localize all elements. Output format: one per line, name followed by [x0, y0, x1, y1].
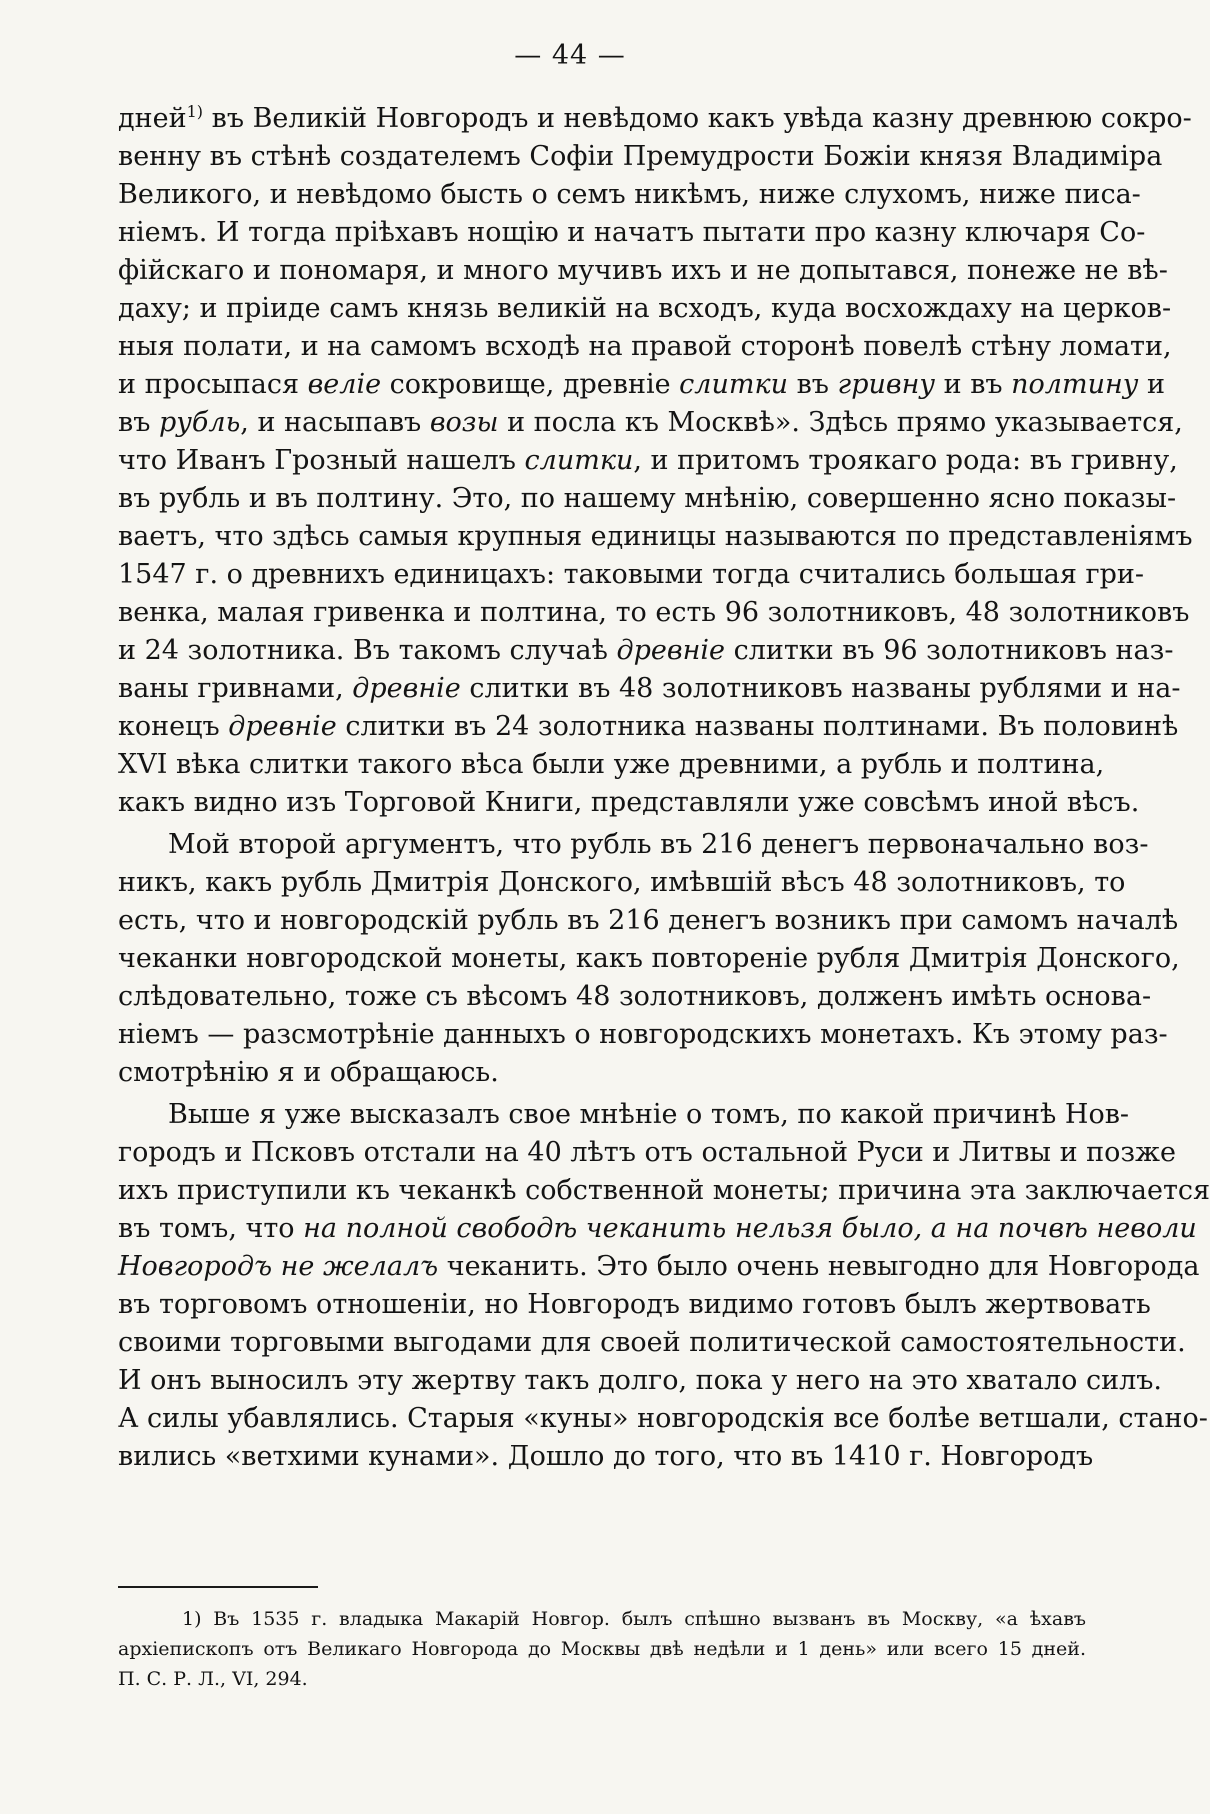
text-line: что Иванъ Грозный нашелъ слитки, и притомъ троякаго рода: въ гривну,: [118, 445, 1178, 476]
footnote-line: 1) Въ 1535 г. владыка Макарій Новгор. былъ спѣшно вызванъ въ Москву, «а ѣхавъ: [182, 1608, 1086, 1630]
text-line: въ рубль и въ полтину. Это, по нашему мнѣнію, совершенно ясно показы-: [118, 483, 1177, 514]
text-line: А силы убавлялись. Старыя «куны» новгородскія все болѣе ветшали, стано-: [118, 1403, 1208, 1434]
emphasis: веліе: [307, 369, 382, 400]
text-line: въ томъ, что на полной свободѣ чеканить нельзя было, а на почвѣ неволи: [118, 1213, 1197, 1244]
footnote-divider: [118, 1586, 318, 1588]
paragraph: [118, 100, 1193, 822]
text-line: есть, что и новгородскій рубль въ 216 денегъ возникъ при самомъ началѣ: [118, 905, 1179, 936]
text-line: своими торговыми выгодами для своей политической самостоятельности.: [118, 1327, 1186, 1358]
emphasis: слитки: [679, 369, 788, 400]
text-line: Мой второй аргументъ, что рубль въ 216 денегъ первоначально воз-: [168, 829, 1149, 860]
text-line: Новгородъ не желалъ чеканить. Это было очень невыгодно для Новгорода: [118, 1251, 1200, 1282]
footnote-line: П. С. Р. Л., VI, 294.: [118, 1668, 308, 1690]
text-line: ніемъ. И тогда пріѣхавъ нощію и начатъ пытати про казну ключаря Со-: [118, 217, 1146, 248]
text-line: XVI вѣка слитки такого вѣса были уже древними, а рубль и полтина,: [118, 749, 1105, 780]
emphasis: древніе: [228, 711, 337, 742]
emphasis: рубль: [158, 407, 241, 438]
text-line: ныя полати, и на самомъ всходѣ на правой сторонѣ повелѣ стѣну ломати,: [118, 331, 1172, 362]
text-line: фійскаго и пономаря, и много мучивъ ихъ и не допытався, понеже не вѣ-: [118, 255, 1168, 286]
text-line: венка, малая гривенка и полтина, то есть 96 золотниковъ, 48 золотниковъ: [118, 597, 1190, 628]
text-line: чеканки новгородской монеты, какъ повтореніе рубля Дмитрія Донского,: [118, 943, 1180, 974]
text-line: никъ, какъ рубль Дмитрія Донского, имѣвшій вѣсъ 48 золотниковъ, то: [118, 867, 1126, 898]
text-line: 1547 г. о древнихъ единицахъ: таковыми тогда считались большая гри-: [118, 559, 1144, 590]
text-line: ваны гривнами, древніе слитки въ 48 золотниковъ названы рублями и на-: [118, 673, 1181, 704]
emphasis: полтину: [1011, 369, 1139, 400]
text-line: Великого, и невѣдомо бысть о семъ никѣмъ, ниже слухомъ, ниже писа-: [118, 179, 1141, 210]
text-line: ихъ приступили къ чеканкѣ собственной монеты; причина эта заключается: [118, 1175, 1210, 1206]
paragraph: [118, 1096, 1210, 1476]
text-line: ваетъ, что здѣсь самыя крупныя единицы называются по представленіямъ: [118, 521, 1193, 552]
emphasis: слитки: [524, 445, 634, 476]
text-line: венну въ стѣнѣ создателемъ Софіи Премудрости Божіи князя Владиміра: [118, 141, 1163, 172]
footnote-line: архіепископъ отъ Великаго Новгорода до Москвы двѣ недѣли и 1 день» или всего 15 дней.: [118, 1638, 1086, 1660]
text-line: городъ и Псковъ отстали на 40 лѣтъ отъ остальной Руси и Литвы и позже: [118, 1137, 1176, 1168]
emphasis: древніе: [352, 673, 461, 704]
emphasis: древніе: [616, 635, 725, 666]
text-line: дней$^{1)}$ въ Великій Новгородъ и невѣдомо какъ увѣда казну древнюю сокро-: [118, 102, 1192, 134]
text-line: и просыпася веліе сокровище, древніе слитки въ гривну и въ полтину и: [118, 369, 1166, 400]
text-line: Выше я уже высказалъ свое мнѣніе о томъ, по какой причинѣ Нов-: [168, 1099, 1130, 1130]
text-line: какъ видно изъ Торговой Книги, представляли уже совсѣмъ иной вѣсъ.: [118, 787, 1140, 818]
text-line: ніемъ — разсмотрѣніе данныхъ о новгородскихъ монетахъ. Къ этому раз-: [118, 1019, 1168, 1050]
text-line: слѣдовательно, тоже съ вѣсомъ 48 золотниковъ, долженъ имѣть основа-: [118, 981, 1152, 1012]
text-line: вились «ветхими кунами». Дошло до того, что въ 1410 г. Новгородъ: [118, 1441, 1094, 1472]
text-line: и 24 золотника. Въ такомъ случаѣ древніе слитки въ 96 золотниковъ наз-: [118, 635, 1174, 666]
footnote-ref: 1): [186, 102, 204, 121]
text-line: смотрѣнію я и обращаюсь.: [118, 1057, 499, 1088]
emphasis: Новгородъ не желалъ: [118, 1251, 439, 1282]
footnotes: [118, 1604, 1086, 1694]
main-text: [118, 100, 1210, 1476]
emphasis: гривну: [837, 369, 936, 400]
text-line: въ торговомъ отношеніи, но Новгородъ видимо готовъ былъ жертвовать: [118, 1289, 1151, 1320]
paragraph: [118, 826, 1180, 1092]
text-line: даху; и пріиде самъ князь великій на всходъ, куда восхождаху на церков-: [118, 293, 1172, 324]
text-line: И онъ выносилъ эту жертву такъ долго, пока у него на это хватало силъ.: [118, 1365, 1162, 1396]
emphasis: на полной свободѣ чеканить нельзя было, а на почвѣ неволи: [303, 1213, 1197, 1244]
emphasis: возы: [429, 407, 499, 438]
text-line: конецъ древніе слитки въ 24 золотника названы полтинами. Въ половинѣ: [118, 711, 1179, 742]
text-line: въ рубль, и насыпавъ возы и посла къ Москвѣ». Здѣсь прямо указывается,: [118, 407, 1183, 438]
page-number: — 44 —: [514, 40, 626, 71]
